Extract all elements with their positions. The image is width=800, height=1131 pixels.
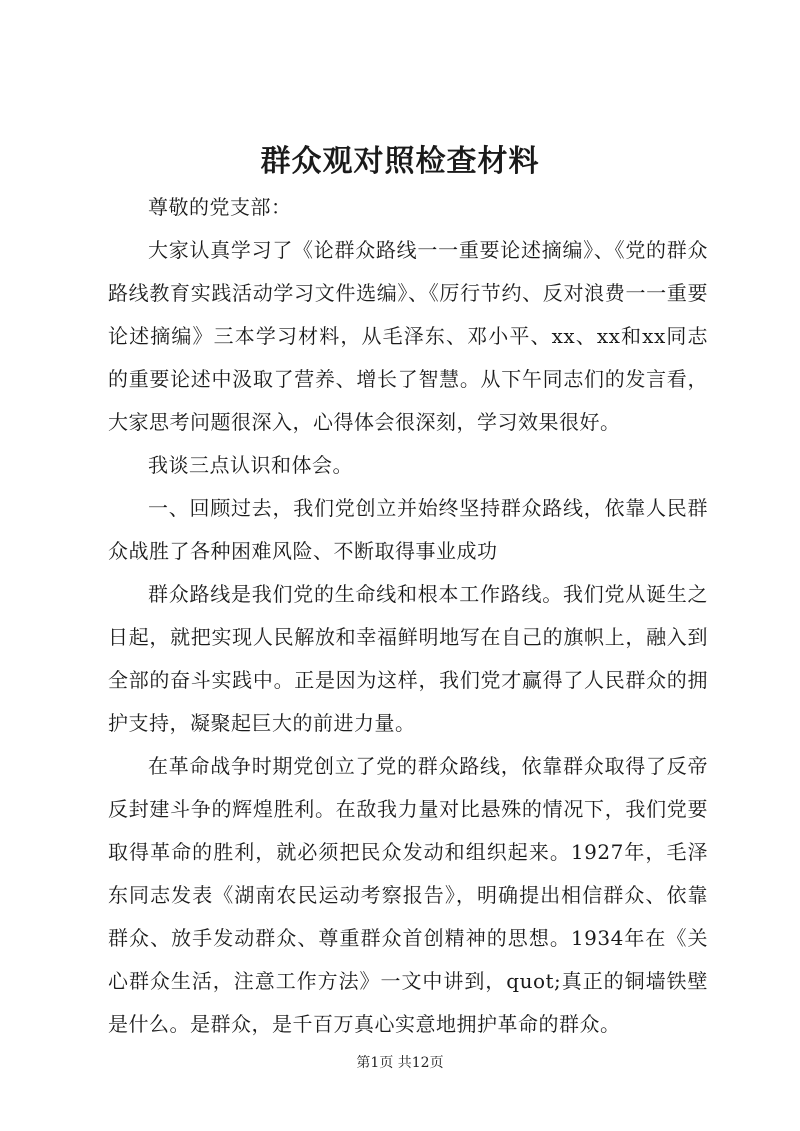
paragraph-lifeline: 群众路线是我们党的生命线和根本工作路线。我们党从诞生之日起，就把实现人民解放和幸福鲜明地写在自己的旗帜上，融入到全部的奋斗实践中。正是因为这样，我们党才赢得了人民群众的拥护支持，凝聚起巨大的前进力量。: [108, 582, 708, 735]
page-title: 群众观对照检查材料: [260, 144, 540, 179]
page-number-footer: 第1页 共12页: [356, 1055, 444, 1071]
paragraph-revolution-period: 在革命战争时期党创立了党的群众路线，依靠群众取得了反帝反封建斗争的辉煌胜利。在敌我力量对比悬殊的情况下，我们党要取得革命的胜利，就必须把民众发动和组织起来。1927年，毛泽东同志发表《湖南农民运动考察报告》，明确提出相信群众、依靠群众、放手发动群众、尊重群众首创精神的思想。1934年在《关心群众生活，注意工作方法》一文中讲到，quot;真正的铜墙铁壁是什么。是群众，是千百万真心实意地拥护革命的群众。: [108, 754, 708, 1036]
salutation: 尊敬的党支部：: [148, 195, 292, 219]
document-body: [108, 186, 708, 1046]
paragraph-study-materials: 大家认真学习了《论群众路线一一重要论述摘编》、《党的群众路线教育实践活动学习文件选编》、《厉行节约、反对浪费一一重要论述摘编》三本学习材料，从毛泽东、邓小平、xx、xx和xx同志的重要论述中汲取了营养、增长了智慧。从下午同志们的发言看，大家思考问题很深入，心得体会很深刻，学习效果很好。: [108, 238, 708, 434]
paragraph-three-points: 我谈三点认识和体会。: [148, 453, 353, 477]
section-heading-one: 一、回顾过去，我们党创立并始终坚持群众路线，依靠人民群众战胜了各种困难风险、不断取得事业成功: [108, 496, 708, 563]
